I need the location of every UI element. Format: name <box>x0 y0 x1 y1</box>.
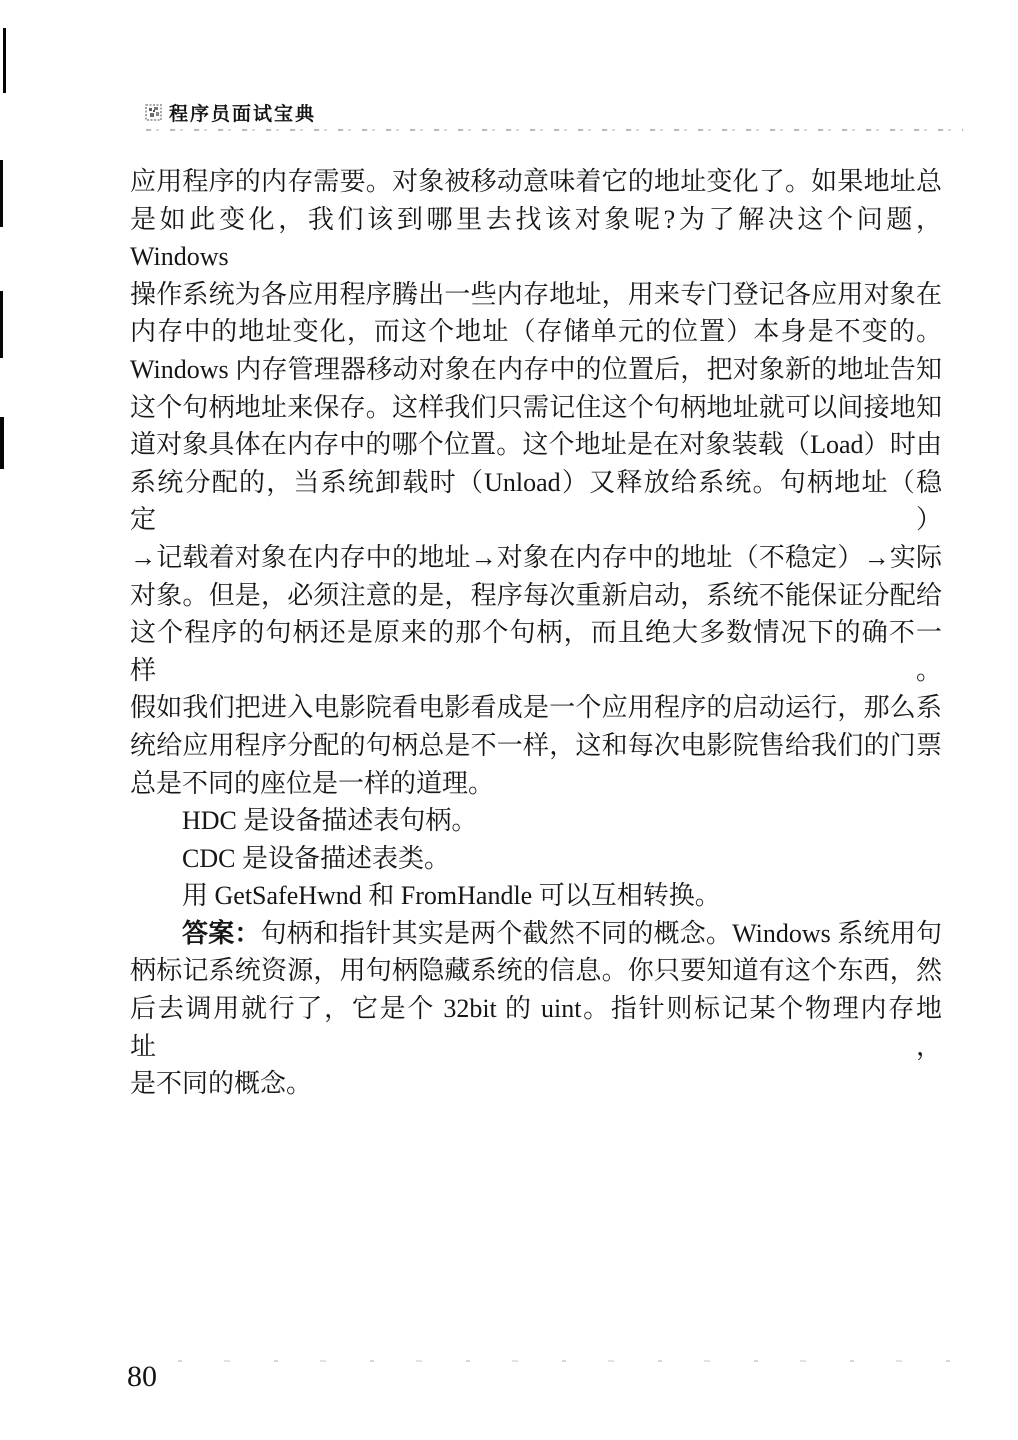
text-line: 用 GetSafeHwnd 和 FromHandle 可以互相转换。 <box>182 881 721 911</box>
text-line: HDC 是设备描述表句柄。 <box>182 806 478 836</box>
text-line: 是如此变化，我们该到哪里去找该对象呢?为了解决这个问题，Windows <box>130 204 942 272</box>
text-line: 柄标记系统资源，用句柄隐藏系统的信息。你只要知道有这个东西，然 <box>130 956 942 986</box>
text-line: 应用程序的内存需要。对象被移动意味着它的地址变化了。如果地址总 <box>130 167 942 196</box>
text-line: Windows 内存管理器移动对象在内存中的位置后，把对象新的地址告知 <box>130 354 942 384</box>
book-title: 程序员面试宝典 <box>169 103 317 125</box>
answer-label: 答案： <box>182 918 261 948</box>
body-text <box>130 163 942 1103</box>
scan-artifact-bar <box>0 291 3 358</box>
scan-artifact-bar <box>0 160 3 227</box>
scan-artifact-bar <box>0 417 4 469</box>
scan-artifact-bar <box>3 28 6 93</box>
text-line: →记载着对象在内存中的地址→对象在内存中的地址（不稳定）→实际 <box>130 542 942 572</box>
publisher-seal-icon <box>145 102 163 122</box>
text-line: 这个程序的句柄还是原来的那个句柄，而且绝大多数情况下的确不一样。 <box>130 618 942 685</box>
footer-scan-dots <box>178 1360 953 1362</box>
text-line: 系统分配的，当系统卸载时（Unload）又释放给系统。句柄地址（稳定） <box>130 467 942 535</box>
text-line: 统给应用程序分配的句柄总是不一样，这和每次电影院售给我们的门票 <box>130 730 942 760</box>
text-line: 假如我们把进入电影院看电影看成是一个应用程序的启动运行，那么系 <box>130 693 942 723</box>
text-line: 是不同的概念。 <box>130 1069 313 1099</box>
text-line: 对象。但是，必须注意的是，程序每次重新启动，系统不能保证分配给 <box>130 580 942 610</box>
running-header <box>145 100 316 124</box>
text-line: 后去调用就行了，它是个 32bit 的 uint。指针则标记某个物理内存地址， <box>130 994 942 1061</box>
text-line: 总是不同的座位是一样的道理。 <box>130 768 495 798</box>
text-line: 答案：句柄和指针其实是两个截然不同的概念。Windows 系统用句 <box>182 918 942 948</box>
text-line: CDC 是设备描述表类。 <box>182 843 450 873</box>
header-divider-dots <box>146 129 963 131</box>
text-line: 这个句柄地址来保存。这样我们只需记住这个句柄地址就可以间接地知 <box>130 392 942 422</box>
text-line: 操作系统为各应用程序腾出一些内存地址，用来专门登记各应用对象在 <box>130 279 942 309</box>
text-line: 道对象具体在内存中的哪个位置。这个地址是在对象装载（Load）时由 <box>130 430 942 460</box>
text-line: 内存中的地址变化，而这个地址（存储单元的位置）本身是不变的。 <box>130 317 942 347</box>
page-number: 80 <box>127 1360 157 1393</box>
